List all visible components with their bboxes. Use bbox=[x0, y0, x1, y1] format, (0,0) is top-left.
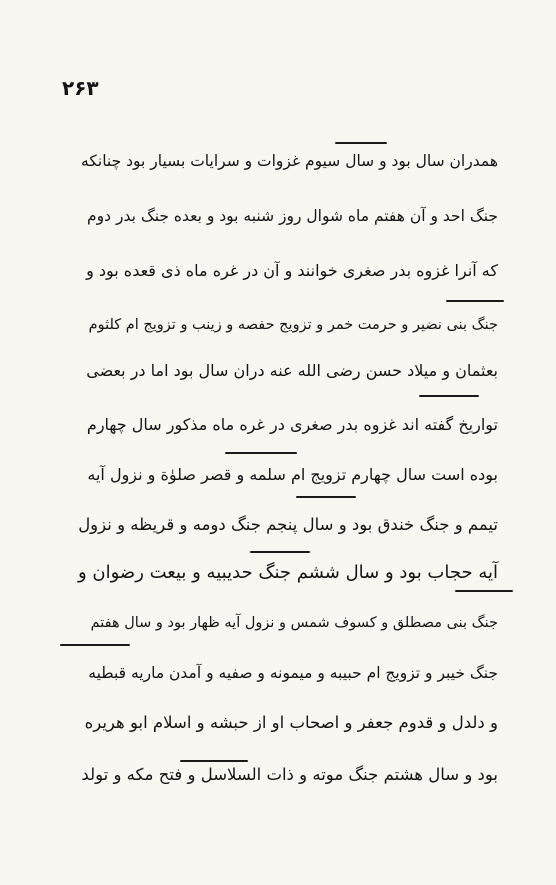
text-line-3: که آنرا غزوه بدر صغری خوانند و آن در غره ماه ذی قعده بود و bbox=[86, 261, 498, 280]
text-line-10: جنگ بنی مصطلق و کسوف شمس و نزول آیه ظهار بود و سال هفتم bbox=[90, 615, 498, 631]
overline-mark bbox=[419, 395, 479, 397]
text-line-13: بود و سال هشتم جنگ موته و ذات السلاسل و فتح مکه و تولد bbox=[81, 765, 498, 784]
overline-mark bbox=[296, 496, 356, 498]
text-line-1: همدران سال بود و سال سیوم غزوات و سرایات بسیار بود چنانکه bbox=[81, 152, 498, 170]
overline-mark bbox=[180, 760, 248, 762]
overline-mark bbox=[455, 590, 513, 592]
text-line-12: و دلدل و قدوم جعفر و اصحاب او از حبشه و اسلام ابو هریره bbox=[84, 713, 498, 732]
text-line-11: جنگ خیبر و تزویج ام حبیبه و میمونه و صفیه و آمدن ماریه قبطیه bbox=[88, 664, 498, 682]
overline-mark bbox=[446, 300, 504, 302]
text-line-7: بوده است سال چهارم تزویج ام سلمه و قصر صلوٰة و نزول آیه bbox=[87, 465, 498, 484]
page-number: ۲۶۳ bbox=[62, 76, 99, 100]
text-line-9: آیه حجاب بود و سال ششم جنگ حدیبیه و بیعت رضوان و bbox=[77, 562, 498, 583]
text-line-6: تواریخ گفته اند غزوه بدر صغری در غره ماه مذکور سال چهارم bbox=[86, 415, 498, 434]
text-line-8: تیمم و جنگ خندق بود و سال پنجم جنگ دومه و قریظه و نزول bbox=[78, 515, 498, 534]
overline-mark bbox=[225, 452, 297, 454]
text-line-5: بعثمان و میلاد حسن رضی الله عنه دران سال بود اما در بعضی bbox=[86, 361, 498, 380]
text-line-4: جنگ بنی نضیر و حرمت خمر و تزویج حفصه و زینب و تزویج ام کلثوم bbox=[88, 317, 498, 333]
overline-mark bbox=[335, 142, 387, 144]
text-line-2: جنگ احد و آن هفتم ماه شوال روز شنبه بود و بعده جنگ بدر دوم bbox=[87, 207, 498, 225]
overline-mark bbox=[60, 644, 130, 646]
overline-mark bbox=[250, 551, 310, 553]
